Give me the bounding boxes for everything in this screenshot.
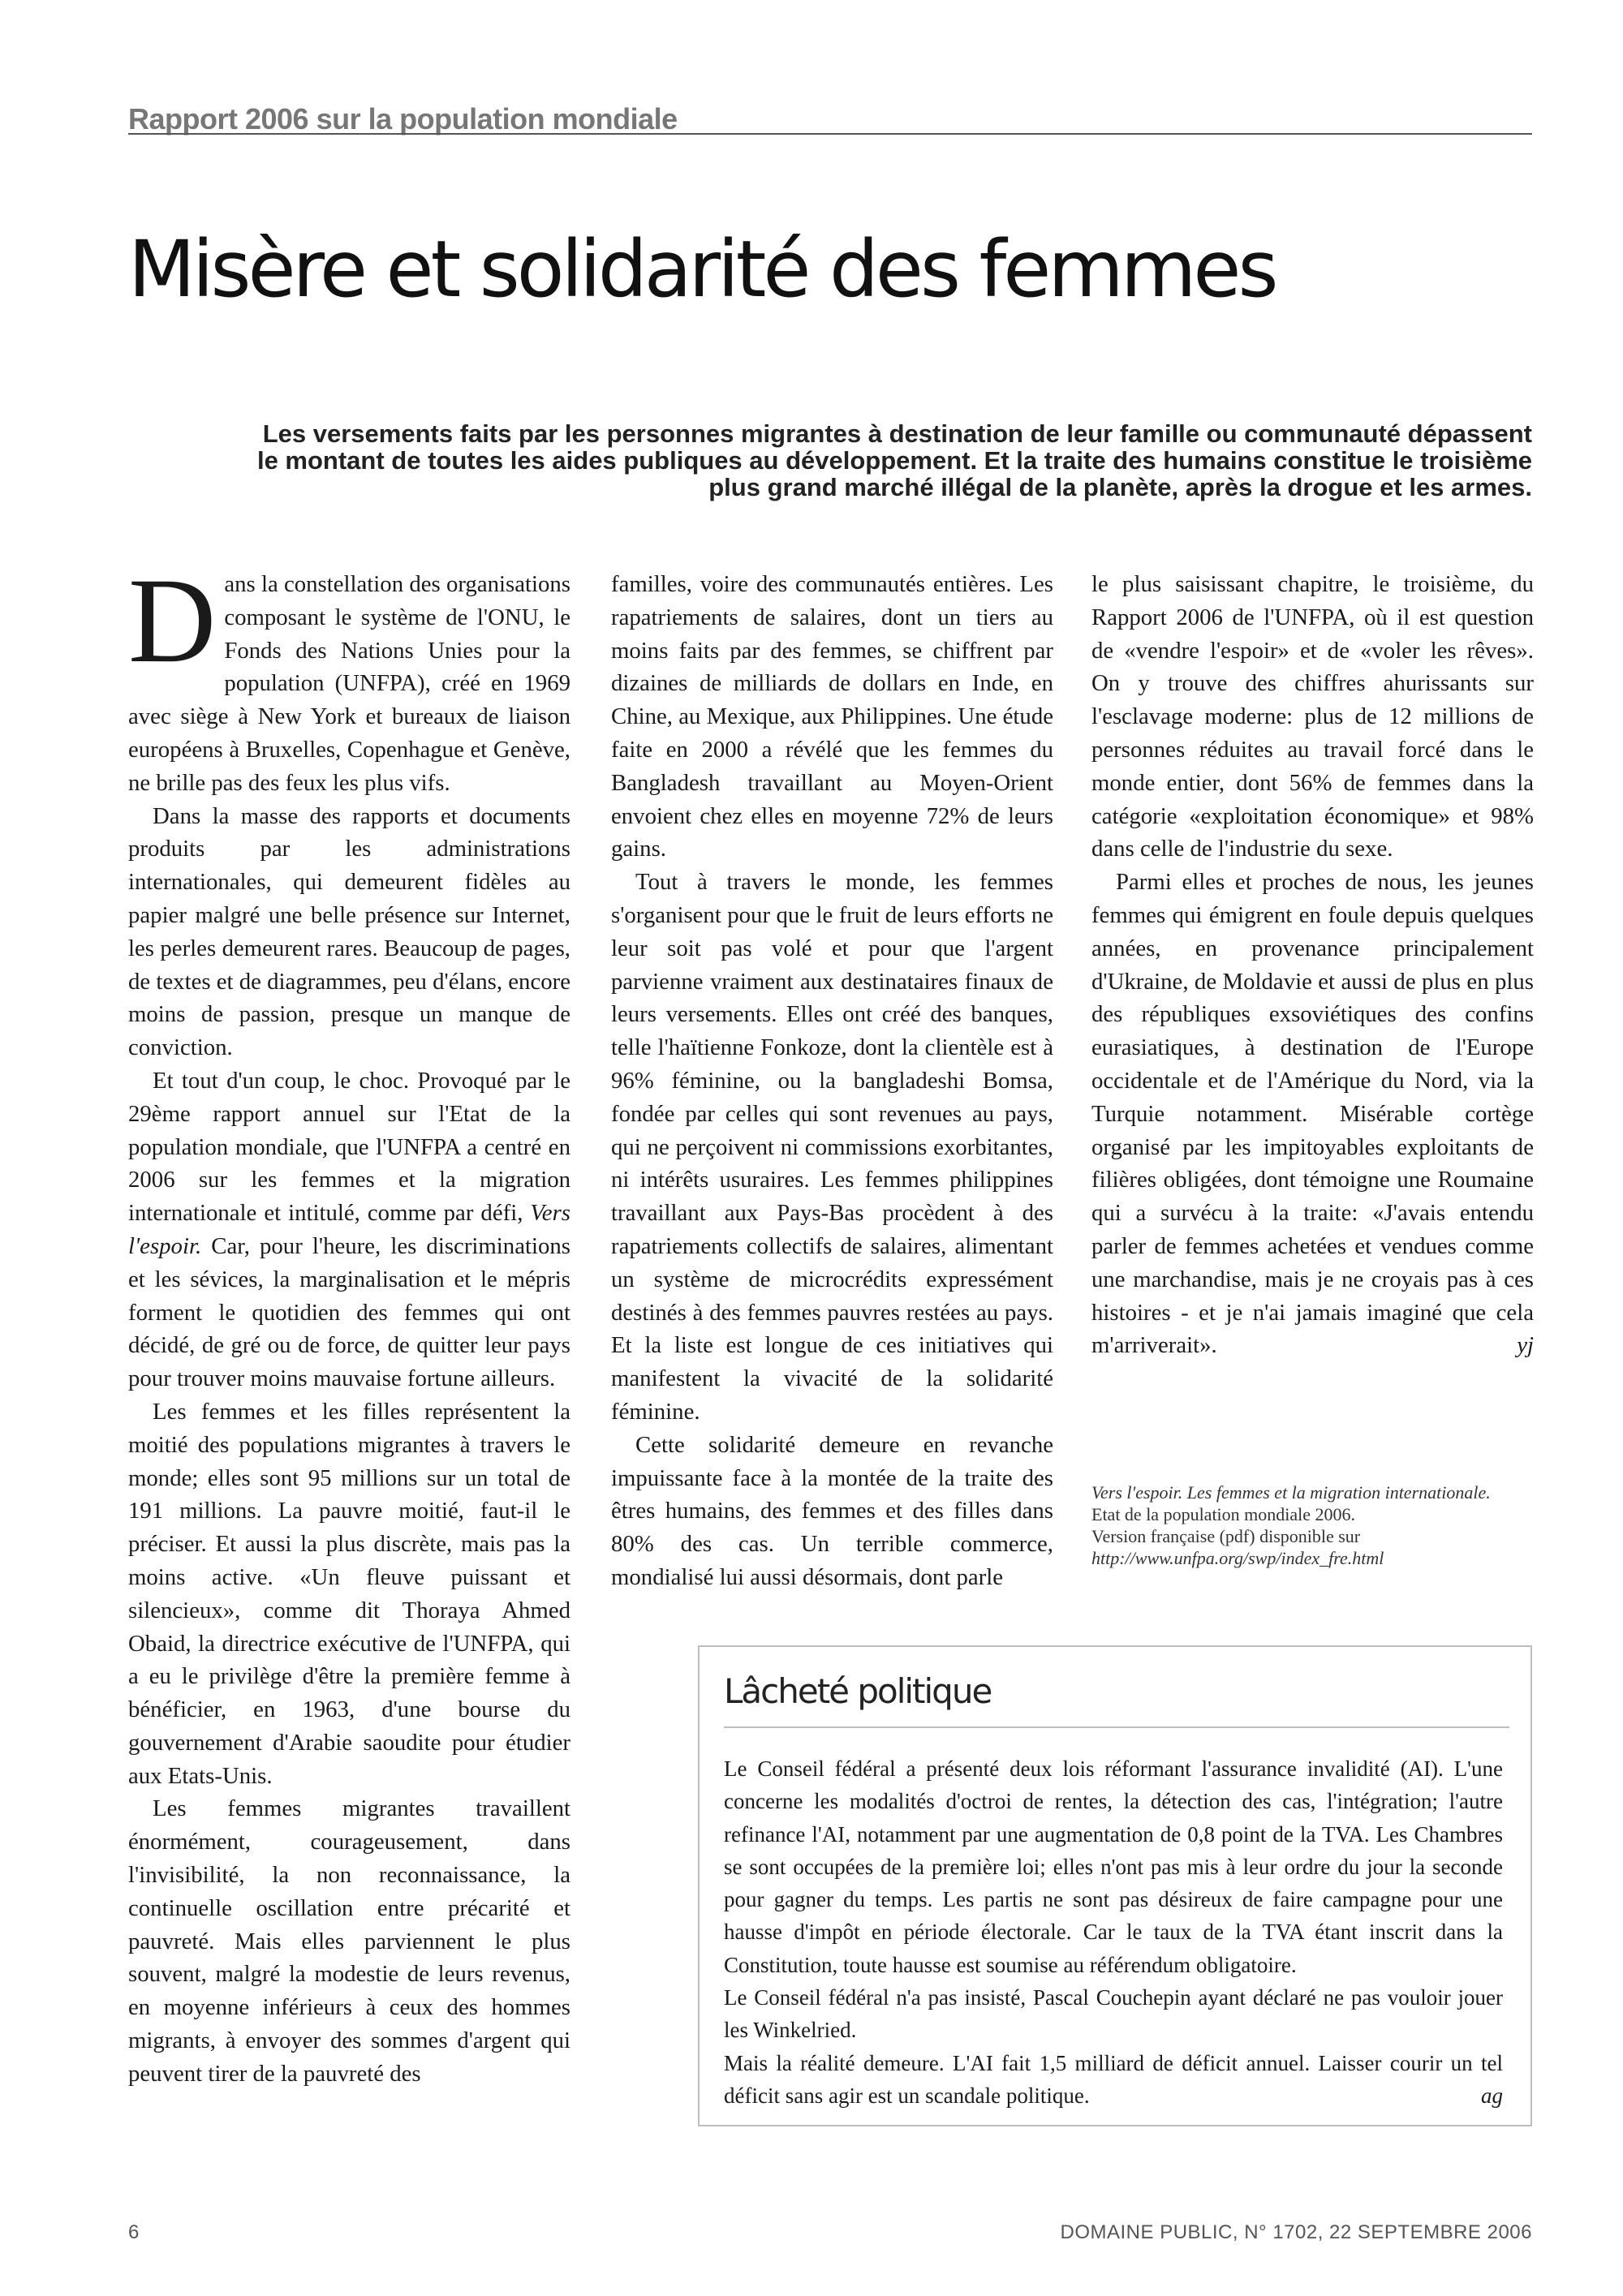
sidebar-body bbox=[724, 1752, 1503, 2112]
column-1 bbox=[128, 553, 570, 2091]
page-number: 6 bbox=[128, 2221, 140, 2243]
sidebar-signature: ag bbox=[1481, 2083, 1503, 2108]
running-title: Rapport 2006 sur la population mondiale bbox=[128, 102, 678, 135]
reference-title: Vers l'espoir. Les femmes et la migration internationale. bbox=[1091, 1482, 1491, 1503]
paragraph: le plus saisissant chapitre, le troisième, du Rapport 2006 de l'UNFPA, où il est question de «vendre l'espoir» et de «voler les rêves». On y trouve des chiffres ahurissants sur l'esclavage moderne: plus de 12 millions de personnes réduites au travail forcé dans le monde entier, dont 56% de femmes dans la catégorie «exploitation économique» et 98% dans celle de l'industrie du sexe. bbox=[1091, 571, 1534, 862]
drop-cap: D bbox=[128, 553, 217, 688]
paragraph: Les femmes et les filles représentent la moitié des populations migrantes à travers le monde; elles sont 95 millions sur un total de 191 millions. La pauvre moitié, faut-il le préciser. Et aussi la plus discrète, mais pas la moins active. «Un fleuve puissant et silencieux», comme dit Thoraya Ahmed Obaid, la directrice exécutive de l'UNFPA, qui a eu le privilège d'être la première femme à bénéficier, en 1963, d'une bourse du gouvernement d'Arabie saoudite pour étudier aux Etats-Unis. bbox=[128, 1398, 570, 1789]
header-rule bbox=[128, 133, 1532, 135]
paragraph: Les femmes migrantes travaillent énormément, courageusement, dans l'invisibilité, la non reconnaissance, la continuelle oscillation entre précarité et pauvreté. Mais elles parviennent le plus souvent, malgré la modestie de leurs revenus, en moyenne inférieurs à ceux des hommes migrants, à envoyer des sommes d'argent qui peuvent tirer de la pauvreté des bbox=[128, 1795, 570, 2087]
reference-subtitle: Etat de la population mondiale 2006. bbox=[1091, 1504, 1356, 1524]
publication-info: DOMAINE PUBLIC, N° 1702, 22 SEPTEMBRE 2006 bbox=[1060, 2221, 1532, 2243]
paragraph bbox=[128, 1064, 570, 1395]
sidebar-box bbox=[698, 1645, 1532, 2126]
paragraph-text: Et tout d'un coup, le choc. Provoqué par le 29ème rapport annuel sur l'Etat de la population mondiale, que l'UNFPA a centré en 2006 sur les femmes et la migration internationale et intitulé, comme par défi, bbox=[128, 1067, 570, 1227]
paragraph-text: Car, pour l'heure, les discriminations et les sévices, la marginalisation et le mépris forment le quotidien des femmes qui ont décidé, de gré ou de force, de quitter leur pays pour trouver moins mauvaise fortune ailleurs. bbox=[128, 1232, 570, 1392]
article-title: Misère et solidarité des femmes bbox=[128, 224, 1276, 315]
reference-availability: Version française (pdf) disponible sur bbox=[1091, 1526, 1361, 1546]
sidebar-rule bbox=[724, 1726, 1509, 1728]
sidebar-paragraph bbox=[724, 2047, 1503, 2113]
sidebar-paragraph: Le Conseil fédéral a présenté deux lois réformant l'assurance invalidité (AI). L'une concerne les modalités d'octroi de rentes, la détection des cas, l'intégration; l'autre refinance l'AI, notamment par une augmentation de 0,8 point de la TVA. Les Chambres se sont occupées de la première loi; elles n'ont pas mis à leur ordre du jour la seconde pour gagner du temps. Les partis ne sont pas désireux de faire campagne pour une hausse d'impôt en période électorale. Car le taux de la TVA étant inscrit dans la Constitution, toute hausse est soumise au référendum obligatoire. bbox=[724, 1756, 1503, 1977]
paragraph: Dans la masse des rapports et documents produits par les administrations internationales, qui demeurent fidèles au papier malgré une belle présence sur Internet, les perles demeurent rares. Beaucoup de pages, de textes et de diagrammes, peu d'élans, encore moins de passion, presque un manque de conviction. bbox=[128, 802, 570, 1061]
column-3 bbox=[1091, 568, 1534, 1362]
paragraph: familles, voire des communautés entières. Les rapatriements de salaires, dont un tiers au moins faits par des femmes, se chiffrent par dizaines de milliards de dollars en Inde, en Chine, au Mexique, aux Philippines. Une étude faite en 2000 a révélé que les femmes du Bangladesh travaillant au Moyen-Orient envoient chez elles en moyenne 72% de leurs gains. bbox=[611, 571, 1053, 862]
paragraph-text: Parmi elles et proches de nous, les jeunes femmes qui émigrent en foule depuis quelques années, en provenance principalement d'Ukraine, de Moldavie et aussi de plus en plus des républiques exsoviétiques des confins eurasiatiques, à destination de l'Europe occidentale et de l'Amérique du Nord, via la Turquie notamment. Misérable cortège organisé par les impitoyables exploitants de filières obligées, dont témoigne une Roumaine qui a survécu à la traite: «J'avais entendu parler de femmes achetées et vendues comme une marchandise, mais je ne croyais pas à ces histoires - et je n'ai jamais imaginé que cela m'arriverait». bbox=[1091, 869, 1534, 1359]
paragraph: Tout à travers le monde, les femmes s'organisent pour que le fruit de leurs efforts ne leur soit pas volé et pour que l'argent parvienne vraiment aux destinataires finaux de leurs versements. Elles ont créé des banques, telle l'haïtienne Fonkoze, dont la clientèle est à 96% féminine, ou la bangladeshi Bomsa, fondée par celles qui sont revenues au pays, qui ne perçoivent ni commissions exorbitantes, ni intérêts usuraires. Les femmes philippines travaillant aux Pays-Bas procèdent à des rapatriements collectifs de salaires, alimentant un système de microcrédits expressément destinés à des femmes pauvres restées au pays. Et la liste est longue de ces initiatives qui manifestent la vivacité de la solidarité féminine. bbox=[611, 869, 1053, 1425]
author-signature: yj bbox=[1517, 1332, 1534, 1359]
column-2 bbox=[611, 568, 1053, 1594]
paragraph: Cette solidarité demeure en revanche impuissante face à la montée de la traite des êtres humains, des femmes et des filles dans 80% des cas. Un terrible commerce, mondialisé lui aussi désormais, dont parle bbox=[611, 1431, 1053, 1590]
reference-url: http://www.unfpa.org/swp/index_fre.html bbox=[1091, 1548, 1384, 1568]
paragraph bbox=[1091, 866, 1534, 1362]
article-lead: Les versements faits par les personnes migrantes à destination de leur famille ou communauté dépassent le montant de toutes les aides publiques au développement. Et la traite des humains constitue le troisième plus grand marché illégal de la planète, après la drogue et les armes. bbox=[256, 419, 1532, 501]
sidebar-title: Lâcheté politique bbox=[724, 1671, 992, 1711]
paragraph-text: ans la constellation des organisations composant le système de l'ONU, le Fonds des Nations Unies pour la population (UNFPA), créé en 1969 avec siège à New York et bureaux de liaison européens à Bruxelles, Copenhague et Genève, ne brille pas des feux les plus vifs. bbox=[128, 571, 570, 796]
paragraph bbox=[128, 553, 570, 800]
reference-note bbox=[1091, 1481, 1534, 1569]
report-title-italic: Vers l'espoir. bbox=[128, 1200, 570, 1259]
paragraph-text: Mais la réalité demeure. L'AI fait 1,5 milliard de déficit annuel. Laisser courir un tel déficit sans agir est un scandale politique. bbox=[724, 2050, 1503, 2108]
sidebar-paragraph: Le Conseil fédéral n'a pas insisté, Pascal Couchepin ayant déclaré ne pas vouloir jouer les Winkelried. bbox=[724, 1985, 1503, 2043]
